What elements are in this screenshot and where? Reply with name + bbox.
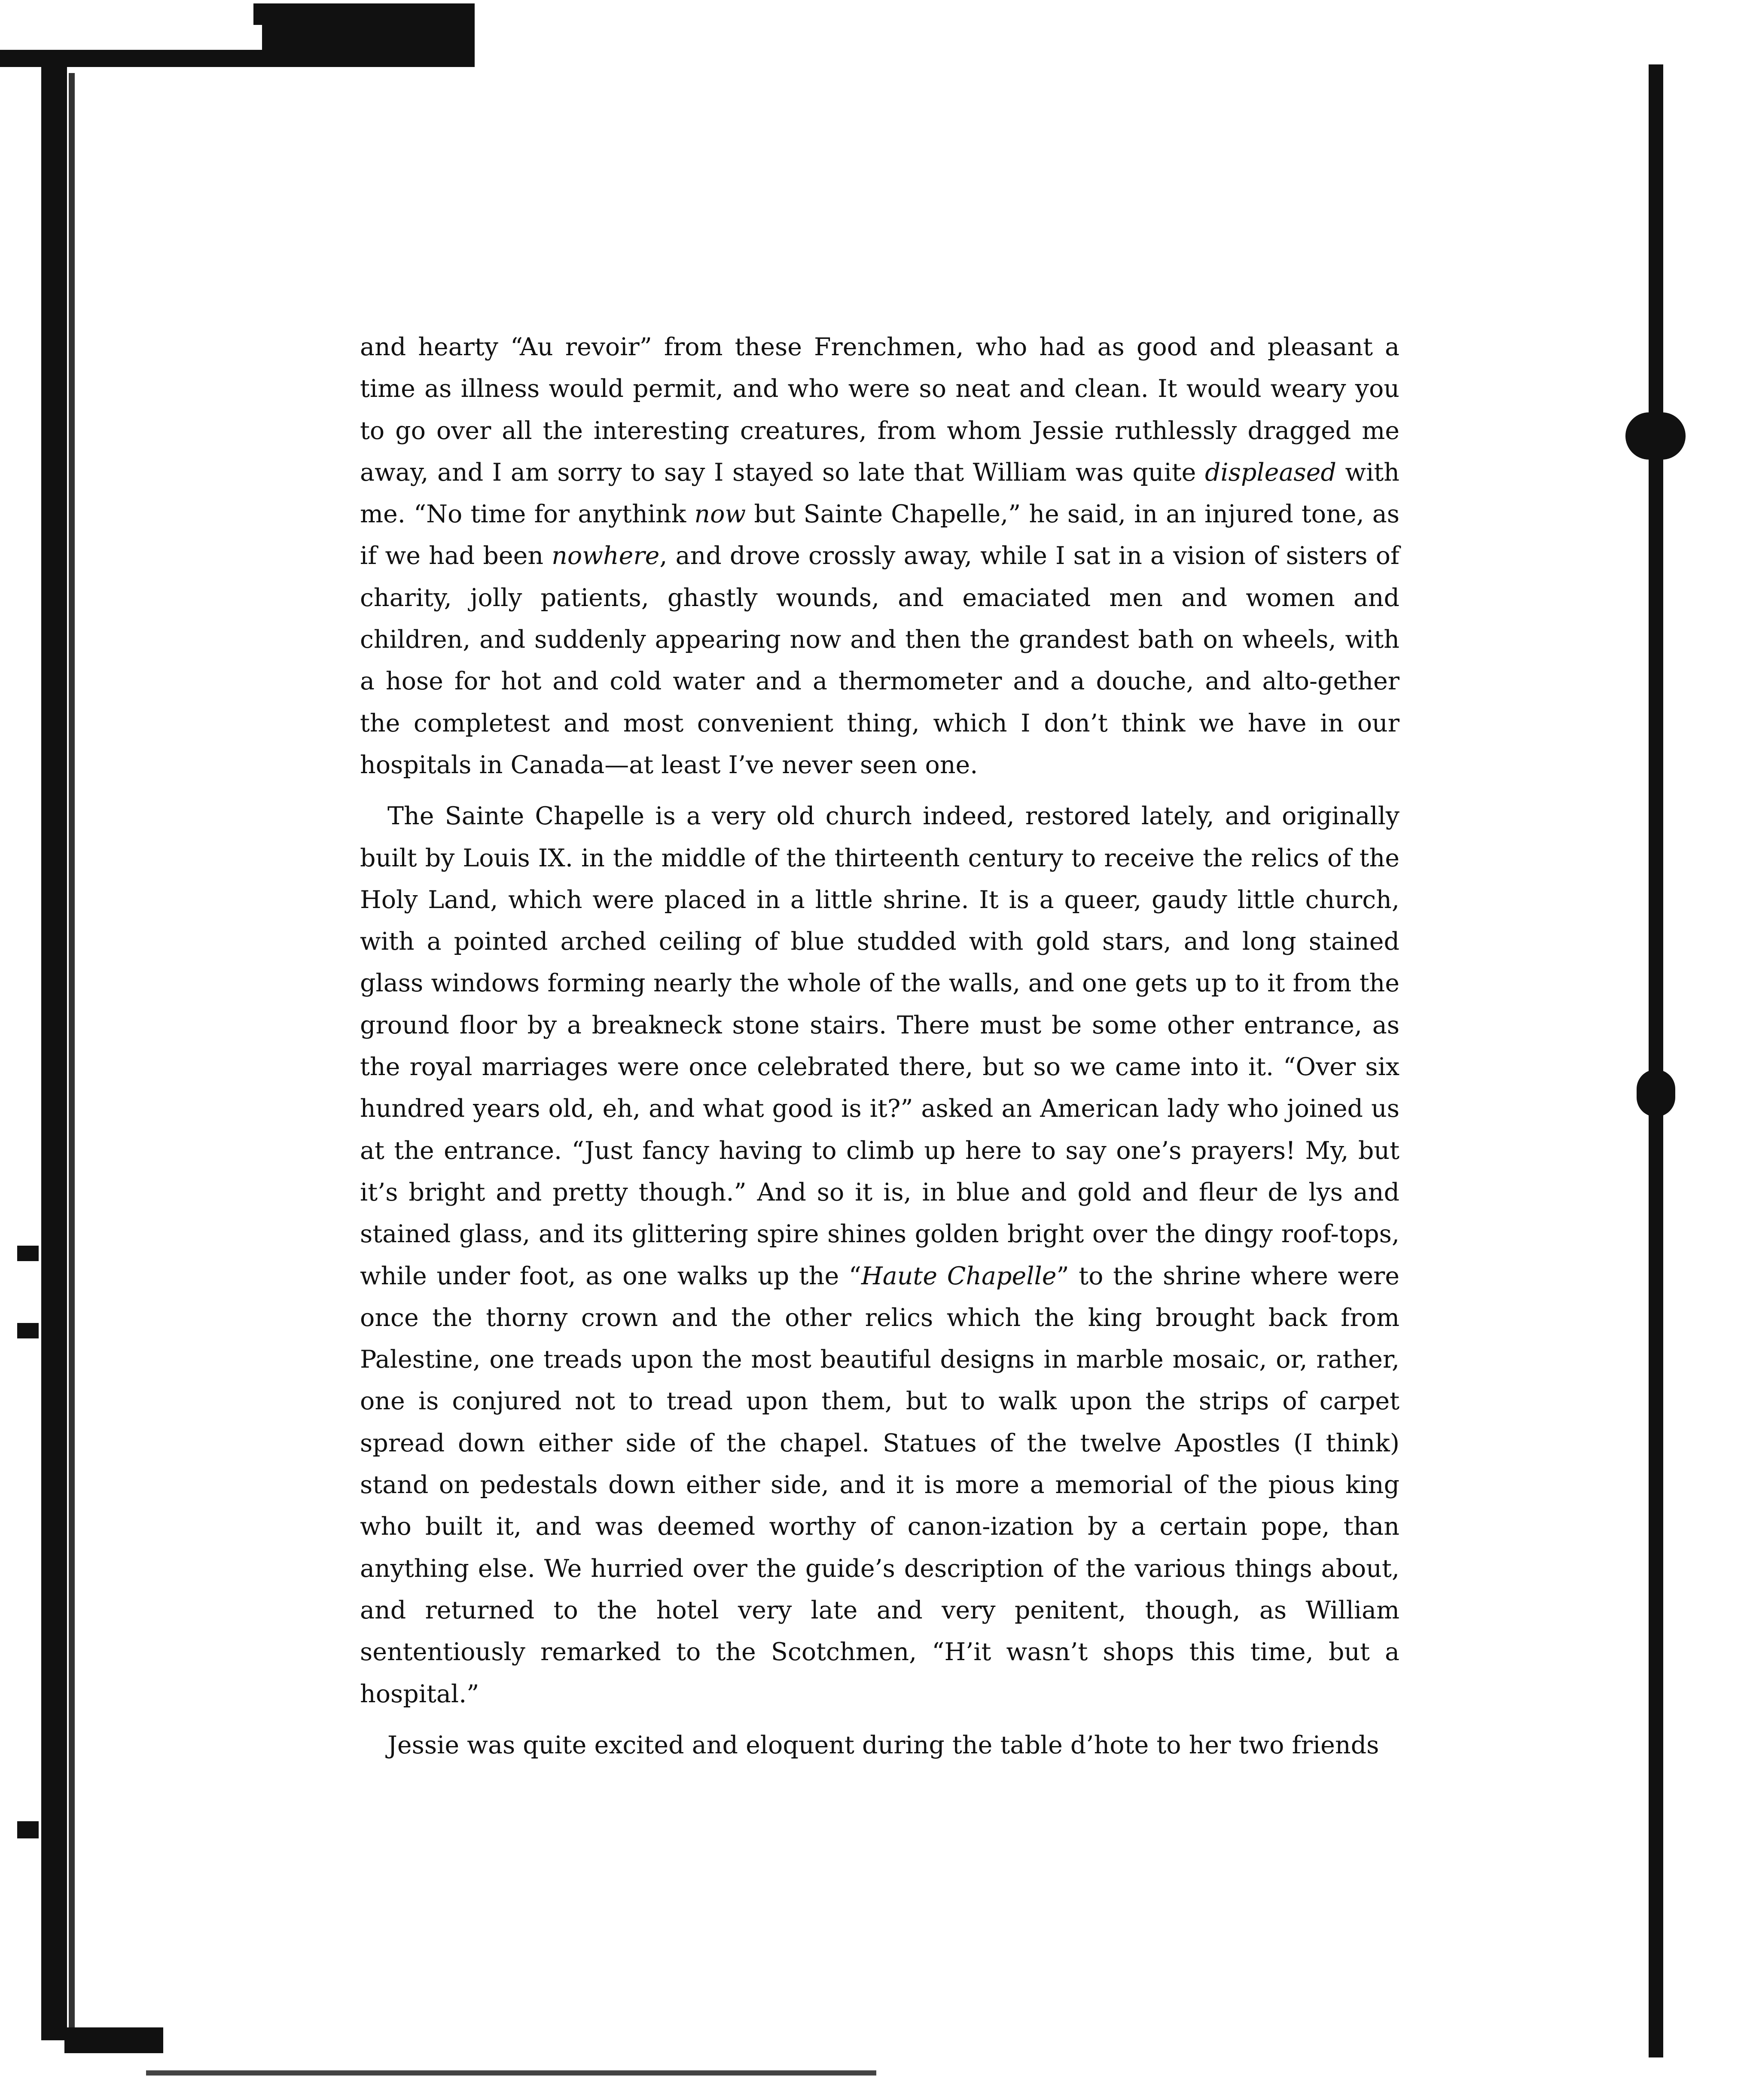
scan-mark [17, 1323, 39, 1338]
italic-text: Haute Chapelle [861, 1262, 1057, 1290]
scan-edge-bottom-left [64, 2027, 163, 2053]
body-text [360, 326, 1399, 1804]
text-run: but Sainte Chapelle,” he said, in an injured tone, as if we had been [360, 500, 1399, 570]
italic-text: nowhere [552, 542, 660, 570]
binding-clip [1625, 412, 1686, 460]
text-run: with me. “No time for anythink [360, 458, 1399, 529]
scan-edge-bottom [146, 2070, 876, 2076]
text-run: ” to the shrine where were once the thorny crown and the other relics which the king brought back from Palestine, one treads upon the most beautiful designs in marble mosaic, or, rather, one is conjured not to tread upon them, but to walk upon the strips of carpet spread down either side of the chapel. Statues of the twelve Apostles (I think) stand on pedestals down either side, and it is more a memorial of the pious king who built it, and was deemed worthy of canon-ization by a certain pope, than anything else. We hurried over the guide’s description of the various things about, and returned to the hotel very late and very penitent, though, as William sententiously remarked to the Scotchmen, “H’it wasn’t shops this time, but a hospital.” [360, 1262, 1399, 1708]
scan-corner [0, 50, 475, 67]
paragraph [360, 796, 1399, 1715]
binding-edge-right [1649, 64, 1663, 2057]
italic-text: now [694, 500, 746, 529]
paragraph [360, 1725, 1399, 1766]
scan-mark [17, 1246, 39, 1261]
text-run: The Sainte Chapelle is a very old church indeed, restored lately, and originally built by Louis IX. in the middle of the thirteenth century to receive the relics of the Holy Land, which were placed in a little shrine. It is a queer, gaudy little church, with a pointed arched ceiling of blue studded with gold stars, and long stained glass windows forming nearly the whole of the walls, and one gets up to it from the ground floor by a breakneck stone stairs. There must be some other entrance, as the royal marriages were once celebrated there, but so we came into it. “Over six hundred years old, eh, and what good is it?” asked an American lady who joined us at the entrance. “Just fancy having to climb up here to say one’s prayers! My, but it’s bright and pretty though.” And so it is, in blue and gold and fleur de lys and stained glass, and its glittering spire shines golden bright over the dingy roof-tops, while under foot, as one walks up the “ [360, 802, 1399, 1290]
binding-edge-left [41, 60, 67, 2040]
binding-clip [1637, 1070, 1675, 1117]
binding-edge-left-inner [69, 73, 75, 2040]
text-run: , and drove crossly away, while I sat in a vision of sisters of charity, jolly patients, ghastly wounds, and emaciated men and women and children, and suddenly appearing now and then the grandest bath on wheels, with a hose for hot and cold water and a thermometer and a douche, and alto-gether the completest and most convenient thing, which I don’t think we have in our hospitals in Canada—at least I’ve never seen one. [360, 542, 1400, 779]
scan-edge-top [253, 3, 475, 25]
paragraph [360, 326, 1399, 786]
italic-text: displeased [1204, 458, 1336, 487]
scan-mark [17, 1821, 39, 1838]
text-run: Jessie was quite excited and eloquent during the table d’hote to her two friends [387, 1731, 1379, 1759]
text-run: and hearty “Au revoir” from these Frenchmen, who had as good and pleasant a time as illness would permit, and who were so neat and clean. It would weary you to go over all the interesting creatures, from whom Jessie ruthlessly dragged me away, and I am sorry to say I stayed so late that William was quite [360, 333, 1399, 487]
